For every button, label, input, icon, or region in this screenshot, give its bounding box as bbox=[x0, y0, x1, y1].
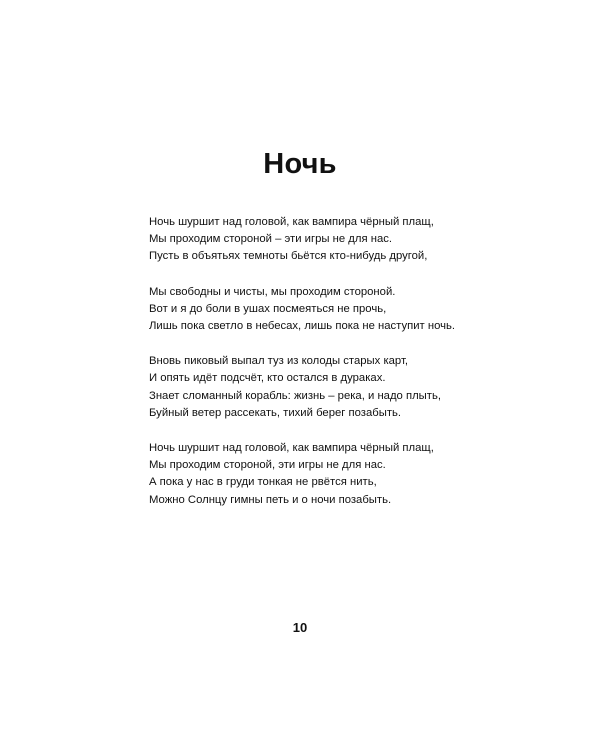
poem-line: Можно Солнцу гимны петь и о ночи позабыть. bbox=[149, 493, 392, 506]
poem-line: Вот и я до боли в ушах посмеяться не прочь, bbox=[149, 302, 387, 315]
stanza bbox=[149, 214, 479, 266]
poem-line: Ночь шуршит над головой, как вампира чёрный плащ, bbox=[149, 442, 434, 455]
poem-line: Мы свободны и чисты, мы проходим стороной. bbox=[149, 285, 396, 298]
stanza bbox=[149, 353, 479, 422]
poem-line: И опять идёт подсчёт, кто остался в дураках. bbox=[149, 372, 386, 385]
poem-line: Мы проходим стороной, эти игры не для нас. bbox=[149, 459, 386, 472]
poem-title: Ночь bbox=[263, 148, 337, 180]
poem-line: Буйный ветер рассекать, тихий берег позабыть. bbox=[149, 406, 402, 419]
poem-body bbox=[149, 214, 479, 527]
stanza bbox=[149, 440, 479, 509]
poem-line: Ночь шуршит над головой, как вампира чёрный плащ, bbox=[149, 216, 434, 228]
page-number: 10 bbox=[292, 620, 308, 635]
poem-line: Вновь пиковый выпал туз из колоды старых карт, bbox=[149, 355, 409, 368]
stanza bbox=[149, 284, 479, 336]
poem-line: Лишь пока светло в небесах, лишь пока не наступит ночь. bbox=[149, 320, 456, 333]
poem-line: Пусть в объятьях темноты бьётся кто-нибудь другой, bbox=[149, 250, 428, 263]
poem-line: Знает сломанный корабль: жизнь – река, и надо плыть, bbox=[149, 389, 442, 402]
poem-line: Мы проходим стороной – эти игры не для нас. bbox=[149, 233, 393, 246]
poem-line: А пока у нас в груди тонкая не рвётся нить, bbox=[149, 476, 377, 489]
